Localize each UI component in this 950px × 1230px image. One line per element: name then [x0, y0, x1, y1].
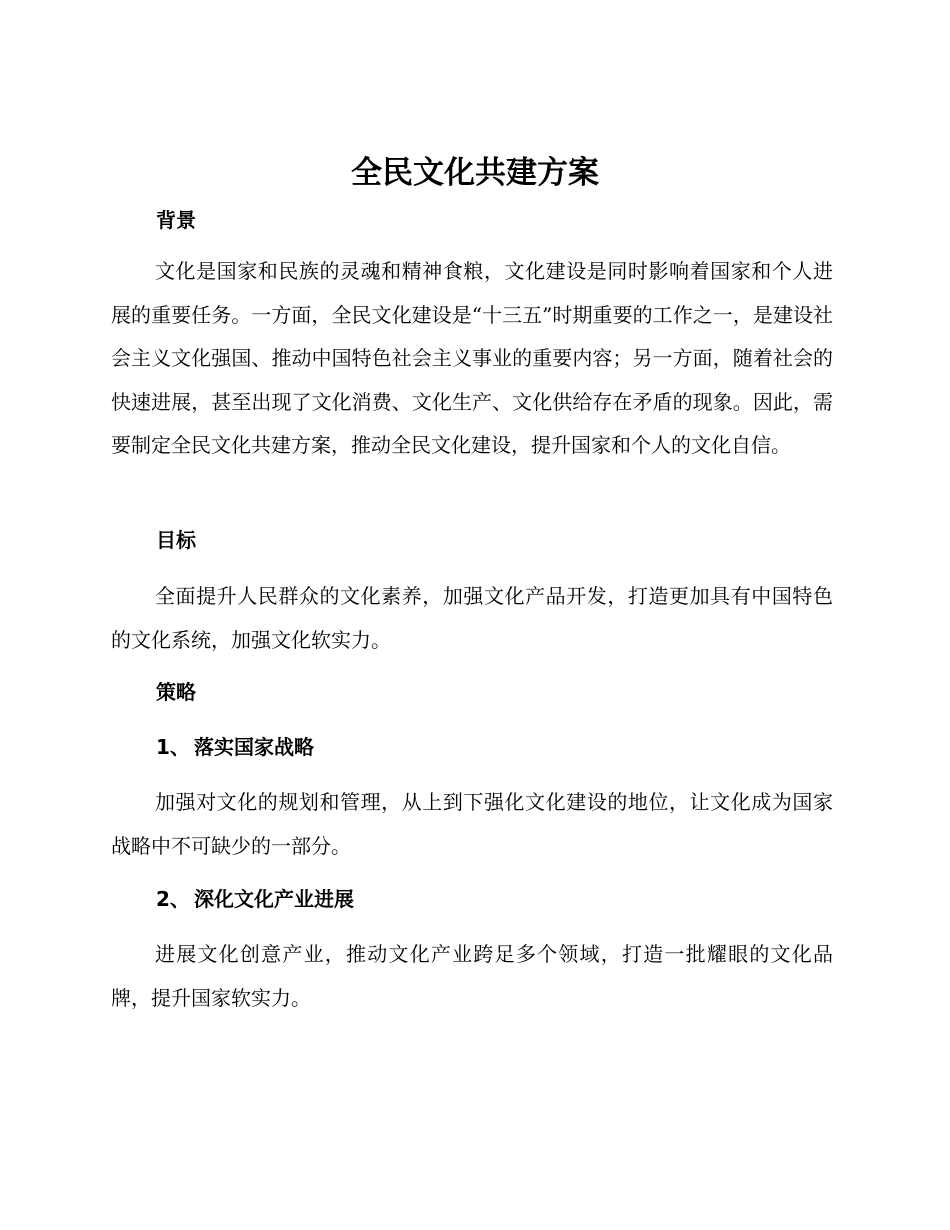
subsection-paragraph-cultural-industry: 进展文化创意产业，推动文化产业跨足多个领域，打造一批耀眼的文化品牌，提升国家软实力。: [111, 942, 833, 1010]
subsection-heading-national-strategy: [156, 732, 314, 762]
subsection-title: 深化文化产业进展: [194, 887, 354, 911]
section-paragraph-background: 文化是国家和民族的灵魂和精神食粮，文化建设是同时影响着国家和个人进展的重要任务。一方面，全民文化建设是“十三五”时期重要的工作之一，是建设社会主义文化强国、推动中国特色社会主义事业的重要内容；另一方面，随着社会的快速进展，甚至出现了文化消费、文化生产、文化供给存在矛盾的现象。因此，需要制定全民文化共建方案，推动全民文化建设，提升国家和个人的文化自信。: [111, 259, 833, 458]
subsection-number: 1、: [156, 735, 190, 759]
subsection-paragraph-national-strategy: 加强对文化的规划和管理，从上到下强化文化建设的地位，让文化成为国家战略中不可缺少的一部分。: [111, 790, 833, 858]
subsection-number: 2、: [156, 887, 190, 911]
subsection-title: 落实国家战略: [194, 735, 314, 759]
section-heading-goal: 目标: [156, 528, 196, 552]
section-paragraph-goal: 全面提升人民群众的文化素养，加强文化产品开发，打造更加具有中国特色的文化系统，加强文化软实力。: [111, 584, 833, 652]
subsection-heading-cultural-industry: [156, 884, 354, 914]
section-heading-strategy: 策略: [156, 680, 196, 704]
section-heading-background: 背景: [156, 208, 196, 232]
document-title: 全民文化共建方案: [351, 155, 599, 191]
